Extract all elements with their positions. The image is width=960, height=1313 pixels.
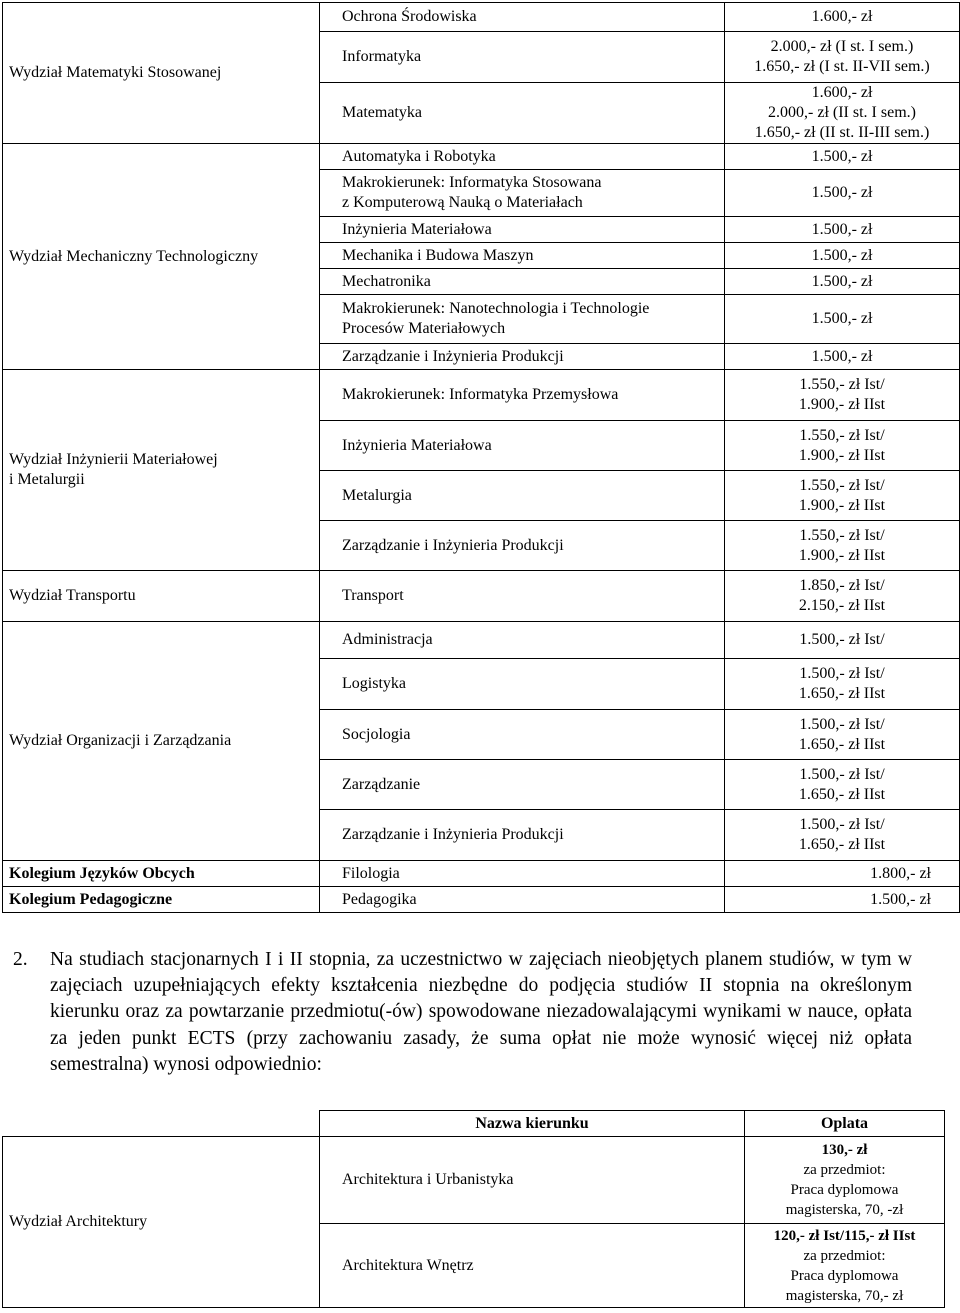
fee-line: 1.500,- zł <box>811 272 873 290</box>
fee-line: 1.550,- zł Ist/ <box>799 426 885 444</box>
ects-row <box>3 1137 945 1224</box>
fee-line: 2.000,- zł (II st. I sem.) <box>768 104 916 121</box>
faculty-name: Wydział Matematyki Stosowanej <box>3 3 320 144</box>
faculty-name: Wydział Mechaniczny Technologiczny <box>3 144 320 370</box>
faculty-name: Wydział Organizacji i Zarządzania <box>3 622 320 861</box>
paragraph-2 <box>13 947 912 1078</box>
program-name <box>320 295 725 344</box>
fee-line: 1.800,- zł <box>870 864 931 882</box>
program-fee <box>725 269 960 295</box>
program-name: Metalurgia <box>320 471 725 521</box>
program-fee <box>725 170 960 217</box>
program-name: Logistyka <box>320 659 725 710</box>
ects-table-header-row <box>3 1111 945 1137</box>
fee-line: 1.900,- zł IIst <box>798 546 886 564</box>
program-fee <box>725 370 960 421</box>
fee-line: 1.500,- zł Ist/ <box>799 715 885 733</box>
program-fee <box>725 295 960 344</box>
program-name: Automatyka i Robotyka <box>320 144 725 170</box>
program-name: Makrokierunek: Informatyka Przemysłowa <box>320 370 725 421</box>
fee-line: 1.500,- zł Ist/ <box>799 765 885 783</box>
paragraph-text: Na studiach stacjonarnych I i II stopnia, za uczestnictwo w zajęciach nieobjętych planem studiów, w tym w zajęciach uzupełniających efekty kształcenia niezbędne do podjęcia studiów II stopnia na określonym kierunku oraz za powtarzanie przedmiotu(-ów) spowodowane niezadowalającymi wynikami w nauce, opłata za jeden punkt ECTS (przy zachowaniu zasady, że suma opłat nie może wynosić więcej niż opłata semestralna) wynosi odpowiednio: <box>50 949 912 1075</box>
program-name: Ochrona Środowiska <box>320 3 725 32</box>
fee-line: za przedmiot: <box>803 1247 886 1264</box>
program-name: Architektura i Urbanistyka <box>320 1137 745 1224</box>
ects-fee <box>745 1137 945 1224</box>
fees-table <box>2 2 960 913</box>
fee-line: 1.500,- zł Ist/ <box>799 816 885 833</box>
ects-fee-table <box>2 1110 945 1308</box>
fee-row <box>3 861 960 887</box>
fee-line: 1.600,- zł <box>811 84 873 101</box>
program-name: Transport <box>320 571 725 622</box>
program-name: Informatyka <box>320 32 725 83</box>
fee-line: 1.500,- zł <box>811 246 873 264</box>
fee-line: 1.500,- zł <box>811 347 873 365</box>
program-name: Mechatronika <box>320 269 725 295</box>
program-fee <box>725 32 960 83</box>
program-fee <box>725 144 960 170</box>
program-fee <box>725 571 960 622</box>
program-fee <box>725 710 960 760</box>
program-fee <box>725 659 960 710</box>
header-program: Nazwa kierunku <box>320 1111 745 1137</box>
program-name-line: Makrokierunek: Nanotechnologia i Technologie <box>342 300 650 317</box>
fee-line: 120,- zł Ist/115,- zł IIst <box>773 1227 916 1244</box>
fee-line: 1.650,- zł IIst <box>798 685 886 702</box>
faculty-name: Kolegium Pedagogiczne <box>3 887 320 913</box>
program-fee <box>725 760 960 810</box>
program-fee <box>725 861 960 887</box>
fee-line: 1.500,- zł Ist/ <box>799 631 885 648</box>
fee-row <box>3 3 960 32</box>
fee-line: 1.900,- zł IIst <box>798 496 886 514</box>
program-fee <box>725 521 960 571</box>
faculty-name: Wydział Transportu <box>3 571 320 622</box>
program-fee <box>725 243 960 269</box>
program-name: Zarządzanie i Inżynieria Produkcji <box>320 810 725 861</box>
program-name: Zarządzanie <box>320 760 725 810</box>
fee-row <box>3 622 960 659</box>
fee-line: Praca dyplomowa <box>790 1267 899 1284</box>
fee-line: 1.650,- zł (II st. II-III sem.) <box>754 124 930 141</box>
fee-line: magisterska, 70,- zł <box>785 1287 904 1304</box>
program-name <box>320 170 725 217</box>
fee-line: 1.550,- zł Ist/ <box>799 376 885 393</box>
program-name: Filologia <box>320 861 725 887</box>
program-name-line: Makrokierunek: Informatyka Stosowana <box>342 174 602 191</box>
fee-line: 1.550,- zł Ist/ <box>799 476 885 494</box>
program-fee <box>725 217 960 243</box>
fee-line: 1.650,- zł IIst <box>798 785 886 803</box>
fee-line: Praca dyplomowa <box>790 1182 899 1198</box>
program-name: Administracja <box>320 622 725 659</box>
program-name: Matematyka <box>320 83 725 144</box>
fee-line: 1.600,- zł <box>811 8 873 25</box>
fee-line: 1.900,- zł IIst <box>798 396 886 413</box>
faculty-name-line: Wydział Inżynierii Materiałowej <box>9 451 218 468</box>
fee-row <box>3 571 960 622</box>
program-fee <box>725 3 960 32</box>
program-fee <box>725 421 960 471</box>
program-fee <box>725 471 960 521</box>
fee-row <box>3 370 960 421</box>
fee-line: za przedmiot: <box>803 1162 886 1178</box>
paragraph-number: 2. <box>13 949 28 970</box>
fee-row <box>3 887 960 913</box>
program-name: Socjologia <box>320 710 725 760</box>
fee-line: 1.550,- zł Ist/ <box>799 526 885 544</box>
fee-line: 1.500,- zł <box>811 310 873 327</box>
faculty-architektury: Wydział Architektury <box>3 1137 320 1308</box>
program-name: Architektura Wnętrz <box>320 1224 745 1308</box>
fee-line: 1.500,- zł <box>811 220 873 238</box>
fee-line: 1.650,- zł IIst <box>798 735 886 753</box>
fee-line: 1.650,- zł IIst <box>798 836 886 853</box>
program-name-line: z Komputerową Nauką o Materiałach <box>342 194 583 211</box>
program-fee <box>725 83 960 144</box>
fee-line: 130,- zł <box>821 1142 868 1158</box>
fee-line: 2.000,- zł (I st. I sem.) <box>770 38 914 55</box>
fee-line: 1.500,- zł <box>811 147 873 165</box>
program-fee <box>725 887 960 913</box>
fee-line: 1.650,- zł (I st. II-VII sem.) <box>754 58 930 75</box>
faculty-name <box>3 370 320 571</box>
faculty-name: Kolegium Języków Obcych <box>3 861 320 887</box>
program-name: Zarządzanie i Inżynieria Produkcji <box>320 521 725 571</box>
program-name-line: Procesów Materiałowych <box>342 320 506 337</box>
program-name: Inżynieria Materiałowa <box>320 217 725 243</box>
program-name: Zarządzanie i Inżynieria Produkcji <box>320 344 725 370</box>
fee-line: 1.500,- zł <box>870 890 931 908</box>
program-name: Pedagogika <box>320 887 725 913</box>
program-name: Mechanika i Budowa Maszyn <box>320 243 725 269</box>
fee-line: 1.500,- zł Ist/ <box>799 665 885 682</box>
program-fee <box>725 344 960 370</box>
program-fee <box>725 810 960 861</box>
header-empty-cell <box>3 1111 320 1137</box>
fee-line: 1.900,- zł IIst <box>798 446 886 464</box>
fee-line: magisterska, 70, -zł <box>785 1202 904 1218</box>
program-fee <box>725 622 960 659</box>
faculty-name-line: i Metalurgii <box>9 471 85 488</box>
fee-line: 1.500,- zł <box>811 184 873 201</box>
fee-line: 2.150,- zł IIst <box>798 597 886 614</box>
fee-line: 1.850,- zł Ist/ <box>799 577 885 594</box>
fee-row <box>3 144 960 170</box>
header-fee: Oplata <box>745 1111 945 1137</box>
program-name: Inżynieria Materiałowa <box>320 421 725 471</box>
ects-fee <box>745 1224 945 1308</box>
